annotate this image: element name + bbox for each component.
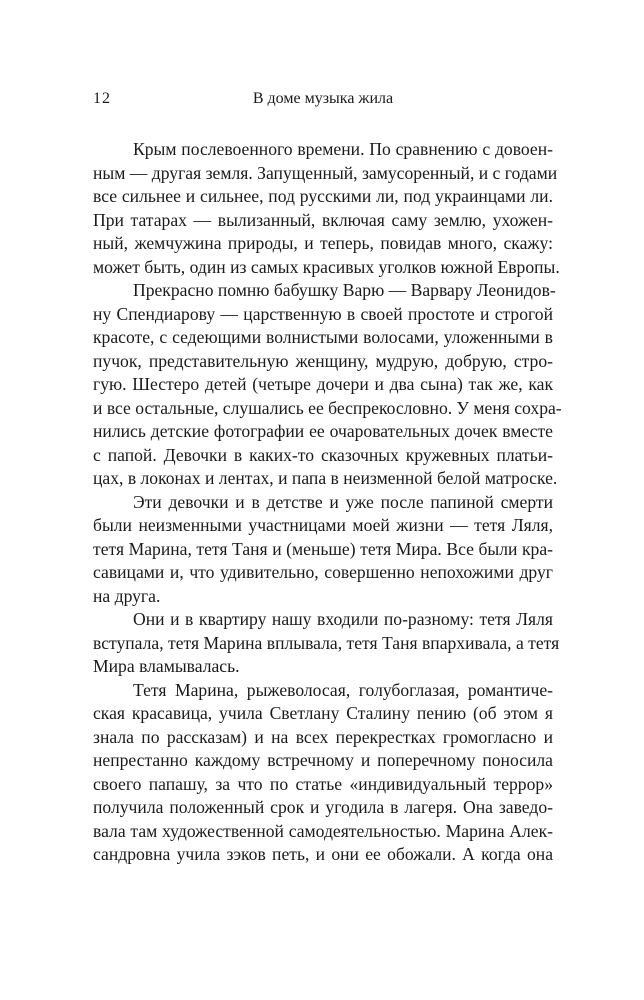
text-line: Крым послевоенного времени. По сравнению с довоен- (133, 139, 553, 159)
text-line: ный, жемчужина природы, и теперь, повидав много, скажу: (93, 233, 553, 253)
text-line: были неизменными участницами моей жизни — тетя Ляля, (93, 515, 553, 535)
text-line: вала там художественной самодеятельностью. Марина Алек- (93, 820, 553, 841)
text-line: красоте, с седеющими волнистыми волосами, уложенными в (93, 327, 553, 347)
text-line: При татарах — вылизанный, включая саму землю, ухожен- (93, 209, 553, 230)
text-line: знала по рассказам) и на всех перекрестках громогласно и (93, 726, 553, 747)
text-line: Прекрасно помню бабушку Варю — Варвару Леонидов- (133, 280, 556, 300)
text-line: Мира вламывалась. (93, 656, 240, 676)
paragraph (93, 491, 553, 609)
text-line: на друга. (93, 585, 161, 606)
paragraph (93, 679, 553, 867)
paragraph (93, 138, 560, 279)
page-number: 12 (93, 90, 111, 107)
text-line: гую. Шестеро детей (четыре дочери и два сына) так же, как (93, 374, 553, 394)
text-line: с папой. Девочки в каких-то сказочных кружевных платьи- (93, 444, 553, 465)
text-line: тетя Марина, тетя Таня и (меньше) тетя Мира. Все были кра- (93, 538, 553, 559)
text-line: пучок, представительную женщину, мудрую, добрую, стро- (93, 350, 553, 371)
text-line: получила положенный срок и угодила в лагеря. Она заведо- (93, 797, 553, 817)
text-line: ным — другая земля. Запущенный, замусоренный, и с годами (93, 162, 558, 183)
paragraph (93, 279, 562, 491)
running-header (93, 90, 553, 112)
text-line: савицами и, что удивительно, совершенно непохожими друг (93, 562, 553, 582)
text-line: и все остальные, слушались ее беспрекословно. У меня сохра- (93, 397, 562, 418)
text-line: все сильнее и сильнее, под русскими ли, под украинцами ли. (93, 186, 553, 206)
text-line: Тетя Марина, рыжеволосая, голубоглазая, романтиче- (133, 679, 553, 700)
text-line: непрестанно каждому встречному и поперечному поносила (93, 750, 553, 770)
text-line: нились детские фотографии ее очаровательных дочек вместе (93, 421, 553, 441)
text-line: может быть, один из самых красивых уголков южной Европы. (93, 256, 560, 277)
text-line: ну Спендиарову — царственную в своей простоте и строгой (93, 303, 553, 324)
text-line: Они и в квартиру нашу входили по-разному: тетя Ляля (133, 609, 553, 629)
text-line: ская красавица, учила Светлану Сталину пению (об этом я (93, 703, 553, 723)
text-line: цах, в локонах и лентах, и папа в неизменной белой матроске. (93, 468, 558, 488)
running-title: В доме музыка жила (252, 90, 394, 107)
page-body-text (93, 138, 562, 867)
text-line: Эти девочки и в детстве и уже после папиной смерти (133, 491, 553, 512)
paragraph (93, 608, 560, 679)
text-line: вступала, тетя Марина вплывала, тетя Таня впархивала, а тетя (93, 632, 560, 653)
text-line: сандровна учила зэков петь, и они ее обожали. А когда она (93, 844, 553, 864)
text-line: своего папашу, за что по статье «индивидуальный террор» (93, 773, 553, 794)
